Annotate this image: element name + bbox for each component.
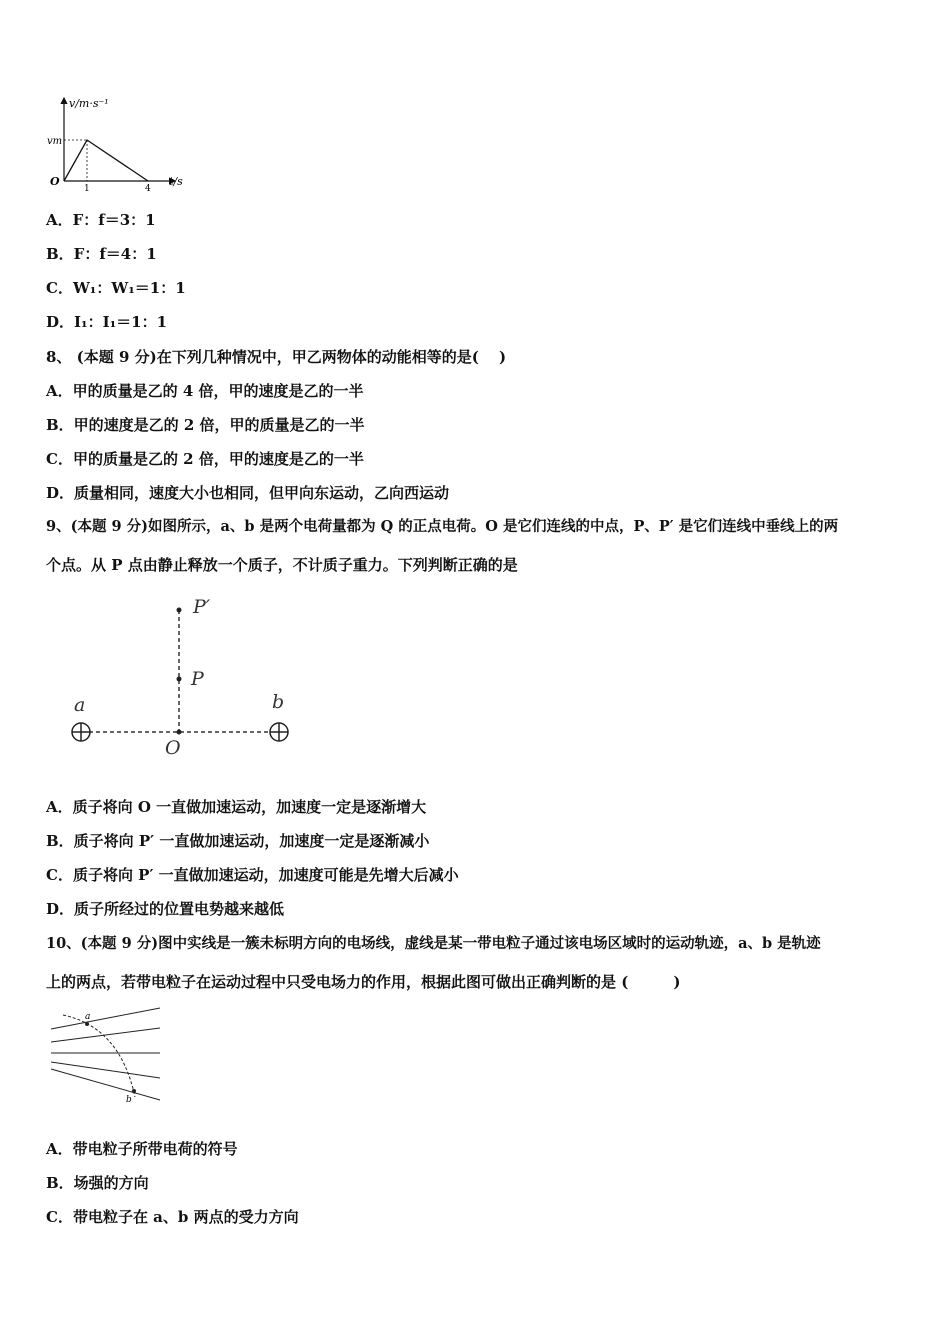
q10-option-b: B．场强的方向	[46, 1174, 149, 1192]
field-lines-figure	[45, 1002, 170, 1108]
vt-tick-1: 1	[84, 184, 90, 194]
q9-stem-line1: 9、(本题 9 分)如图所示，a、b 是两个电荷量都为 Q 的正点电荷。O 是它们连线的中点，P、P′ 是它们连线中垂线上的两	[46, 518, 839, 535]
vt-y-axis-label: v/m·s⁻¹	[69, 97, 109, 110]
q8-option-a: A．甲的质量是乙的 4 倍，甲的速度是乙的一半	[46, 382, 364, 400]
particle-trajectory-dashed	[63, 1015, 135, 1097]
charges-figure	[60, 590, 310, 765]
q7-option-b: B．F：f＝4：1	[46, 245, 157, 263]
q9-option-d: D．质子所经过的位置电势越来越低	[46, 900, 285, 918]
vt-x-axis-label: t/s	[169, 175, 183, 188]
field-line-5	[51, 1069, 160, 1100]
label-b-trajectory: b	[126, 1095, 132, 1105]
q7-option-d: D．I₁：I₁＝1：1	[46, 313, 168, 331]
q9-option-c: C．质子将向 P′ 一直做加速运动，加速度可能是先增大后减小	[46, 866, 459, 884]
velocity-time-graph	[40, 92, 190, 194]
point-p	[177, 677, 182, 682]
q7-option-a: A．F：f＝3：1	[46, 211, 156, 229]
charge-a-plus-icon	[72, 723, 90, 741]
q8-option-c: C．甲的质量是乙的 2 倍，甲的速度是乙的一半	[46, 450, 364, 468]
point-p-prime	[177, 608, 182, 613]
vt-vm-label: vm	[47, 136, 63, 147]
point-o	[177, 730, 182, 735]
q8-option-b: B．甲的速度是乙的 2 倍，甲的质量是乙的一半	[46, 416, 365, 434]
q10-stem-line2: 上的两点，若带电粒子在运动过程中只受电场力的作用，根据此图可做出正确判断的是 ( )	[46, 973, 681, 991]
vt-tick-4: 4	[145, 184, 151, 194]
q10-option-c: C．带电粒子在 a、b 两点的受力方向	[46, 1208, 299, 1226]
label-o: O	[165, 737, 181, 759]
charge-b-plus-icon	[270, 723, 288, 741]
q9-stem-line2: 个点。从 P 点由静止释放一个质子，不计质子重力。下列判断正确的是	[46, 556, 518, 574]
vt-graph-line	[64, 140, 148, 181]
q10-stem-line1: 10、(本题 9 分)图中实线是一簇未标明方向的电场线，虚线是某一带电粒子通过该电场区域时的运动轨迹，a、b 是轨迹	[46, 935, 821, 952]
q7-option-c: C．W₁：W₁＝1：1	[46, 279, 186, 297]
field-line-4	[51, 1062, 160, 1078]
label-p: P	[191, 668, 204, 690]
q8-stem: 8、 (本题 9 分)在下列几种情况中，甲乙两物体的动能相等的是( )	[46, 348, 507, 366]
q8-option-d: D．质量相同，速度大小也相同，但甲向东运动，乙向西运动	[46, 484, 450, 502]
label-a: a	[74, 694, 86, 716]
label-a-trajectory: a	[85, 1012, 91, 1022]
point-a	[85, 1022, 89, 1026]
q10-option-a: A．带电粒子所带电荷的符号	[46, 1140, 238, 1158]
point-b	[132, 1089, 136, 1093]
q9-option-a: A．质子将向 O 一直做加速运动，加速度一定是逐渐增大	[46, 798, 427, 816]
field-line-1	[51, 1008, 160, 1029]
vt-origin-label: O	[50, 175, 60, 188]
field-line-2	[51, 1028, 160, 1042]
label-p-prime: P′	[193, 596, 211, 618]
q9-option-b: B．质子将向 P′ 一直做加速运动，加速度一定是逐渐减小	[46, 832, 430, 850]
label-b: b	[272, 691, 285, 713]
